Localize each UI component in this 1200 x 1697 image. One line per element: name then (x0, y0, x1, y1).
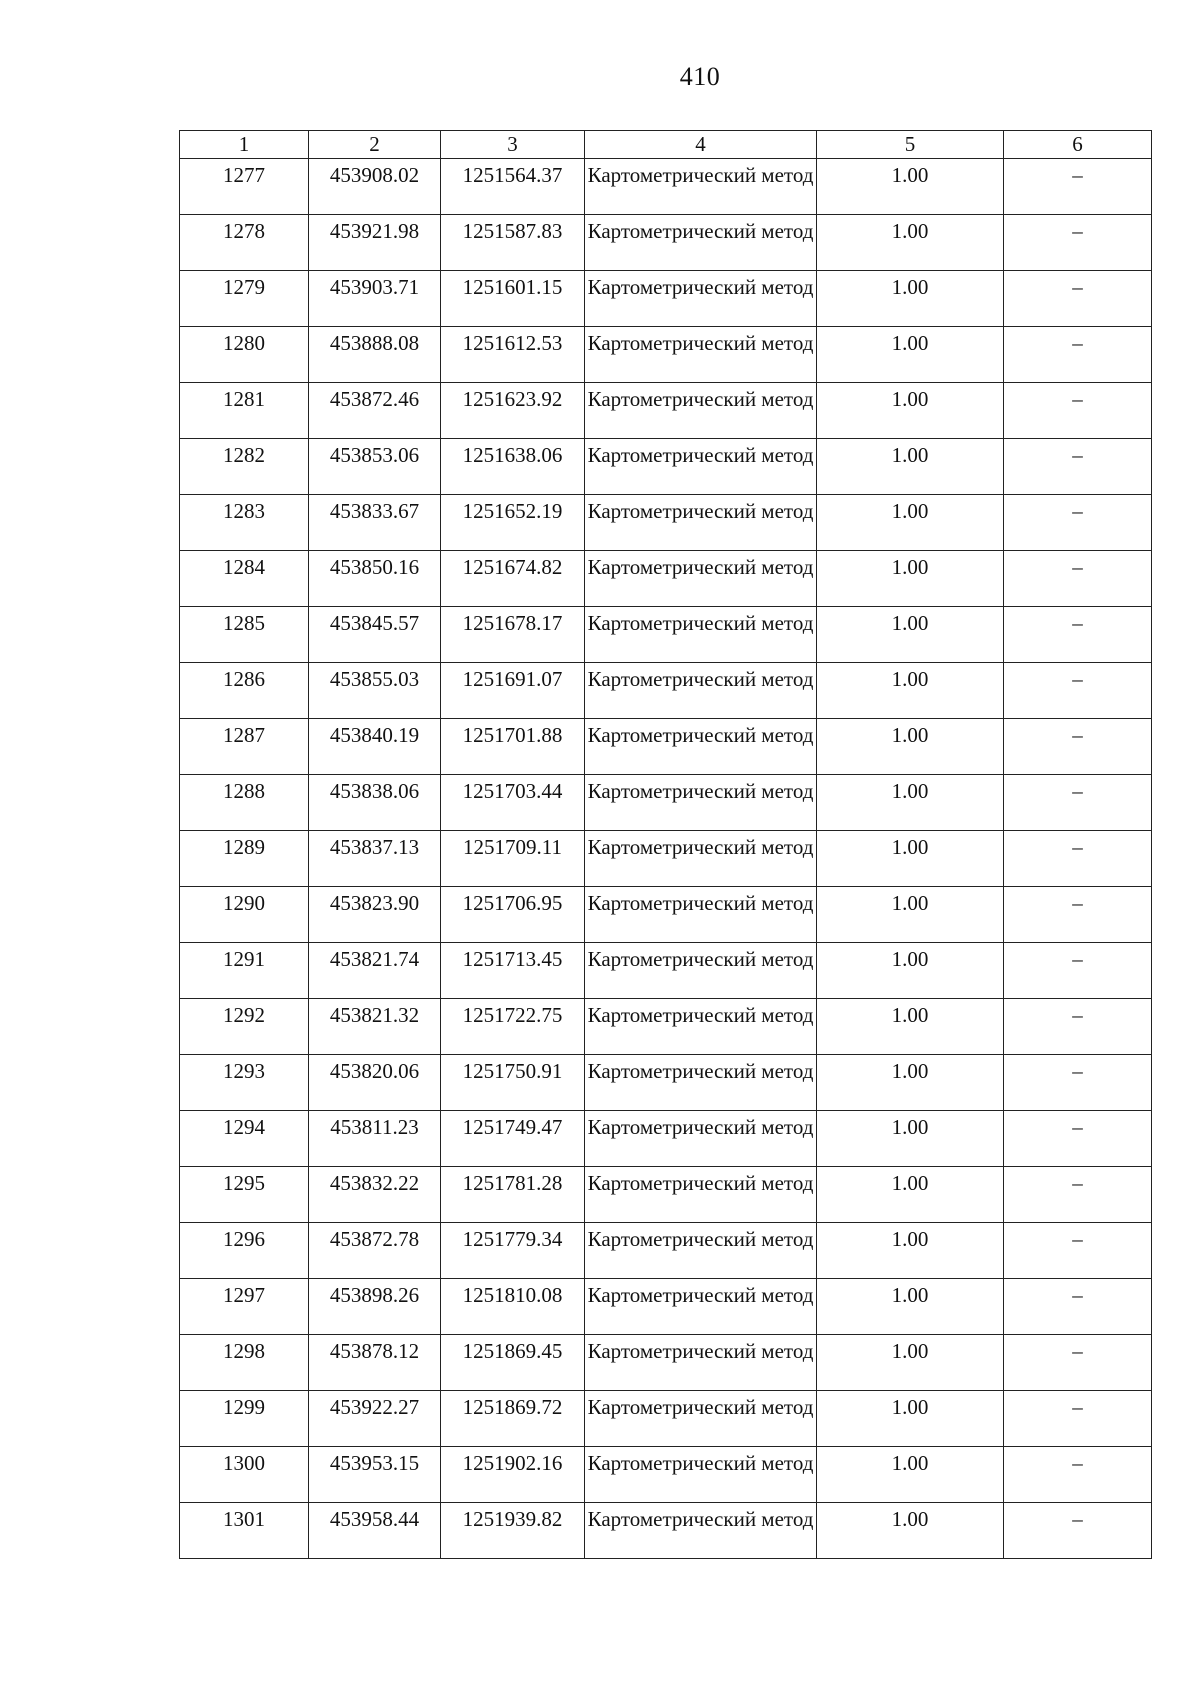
table-row (180, 1111, 1152, 1167)
note-cell: – (1004, 943, 1152, 999)
y-coordinate-cell: 1251652.19 (441, 495, 585, 551)
y-coordinate-cell: 1251810.08 (441, 1279, 585, 1335)
y-coordinate-cell: 1251612.53 (441, 327, 585, 383)
accuracy-cell: 1.00 (817, 1391, 1004, 1447)
y-coordinate-cell: 1251691.07 (441, 663, 585, 719)
method-cell: Картометрический метод (585, 439, 817, 495)
x-coordinate-cell: 453908.02 (309, 159, 441, 215)
method-cell: Картометрический метод (585, 551, 817, 607)
point-number-cell: 1283 (180, 495, 309, 551)
table-row (180, 831, 1152, 887)
table-row (180, 1167, 1152, 1223)
y-coordinate-cell: 1251623.92 (441, 383, 585, 439)
method-cell: Картометрический метод (585, 719, 817, 775)
table-row (180, 215, 1152, 271)
note-cell: – (1004, 271, 1152, 327)
x-coordinate-cell: 453811.23 (309, 1111, 441, 1167)
method-cell: Картометрический метод (585, 1335, 817, 1391)
note-cell: – (1004, 1223, 1152, 1279)
y-coordinate-cell: 1251779.34 (441, 1223, 585, 1279)
point-number-cell: 1284 (180, 551, 309, 607)
y-coordinate-cell: 1251750.91 (441, 1055, 585, 1111)
x-coordinate-cell: 453837.13 (309, 831, 441, 887)
y-coordinate-cell: 1251749.47 (441, 1111, 585, 1167)
x-coordinate-cell: 453820.06 (309, 1055, 441, 1111)
x-coordinate-cell: 453953.15 (309, 1447, 441, 1503)
table-row (180, 1503, 1152, 1559)
note-cell: – (1004, 1335, 1152, 1391)
note-cell: – (1004, 1055, 1152, 1111)
note-cell: – (1004, 383, 1152, 439)
x-coordinate-cell: 453853.06 (309, 439, 441, 495)
x-coordinate-cell: 453832.22 (309, 1167, 441, 1223)
y-coordinate-cell: 1251638.06 (441, 439, 585, 495)
note-cell: – (1004, 775, 1152, 831)
y-coordinate-cell: 1251902.16 (441, 1447, 585, 1503)
method-cell: Картометрический метод (585, 1447, 817, 1503)
x-coordinate-cell: 453903.71 (309, 271, 441, 327)
y-coordinate-cell: 1251701.88 (441, 719, 585, 775)
point-number-cell: 1282 (180, 439, 309, 495)
point-number-cell: 1299 (180, 1391, 309, 1447)
accuracy-cell: 1.00 (817, 1503, 1004, 1559)
y-coordinate-cell: 1251722.75 (441, 999, 585, 1055)
table-row (180, 1335, 1152, 1391)
method-cell: Картометрический метод (585, 775, 817, 831)
table-row (180, 551, 1152, 607)
point-number-cell: 1287 (180, 719, 309, 775)
method-cell: Картометрический метод (585, 999, 817, 1055)
table-row (180, 887, 1152, 943)
note-cell: – (1004, 831, 1152, 887)
table-row (180, 495, 1152, 551)
table-row (180, 271, 1152, 327)
column-header: 5 (817, 131, 1004, 159)
note-cell: – (1004, 663, 1152, 719)
accuracy-cell: 1.00 (817, 1167, 1004, 1223)
accuracy-cell: 1.00 (817, 1447, 1004, 1503)
accuracy-cell: 1.00 (817, 215, 1004, 271)
x-coordinate-cell: 453888.08 (309, 327, 441, 383)
y-coordinate-cell: 1251601.15 (441, 271, 585, 327)
table-row (180, 663, 1152, 719)
x-coordinate-cell: 453872.46 (309, 383, 441, 439)
note-cell: – (1004, 719, 1152, 775)
table-row (180, 775, 1152, 831)
accuracy-cell: 1.00 (817, 887, 1004, 943)
column-header: 6 (1004, 131, 1152, 159)
table-row (180, 1391, 1152, 1447)
table-row (180, 1279, 1152, 1335)
point-number-cell: 1290 (180, 887, 309, 943)
x-coordinate-cell: 453833.67 (309, 495, 441, 551)
coordinates-table (179, 130, 1152, 1559)
method-cell: Картометрический метод (585, 1055, 817, 1111)
x-coordinate-cell: 453821.32 (309, 999, 441, 1055)
x-coordinate-cell: 453921.98 (309, 215, 441, 271)
method-cell: Картометрический метод (585, 1503, 817, 1559)
accuracy-cell: 1.00 (817, 439, 1004, 495)
page-number: 410 (679, 62, 721, 91)
point-number-cell: 1280 (180, 327, 309, 383)
point-number-cell: 1288 (180, 775, 309, 831)
note-cell: – (1004, 439, 1152, 495)
point-number-cell: 1301 (180, 1503, 309, 1559)
table-row (180, 1447, 1152, 1503)
note-cell: – (1004, 159, 1152, 215)
method-cell: Картометрический метод (585, 271, 817, 327)
y-coordinate-cell: 1251564.37 (441, 159, 585, 215)
y-coordinate-cell: 1251939.82 (441, 1503, 585, 1559)
x-coordinate-cell: 453878.12 (309, 1335, 441, 1391)
method-cell: Картометрический метод (585, 831, 817, 887)
note-cell: – (1004, 999, 1152, 1055)
note-cell: – (1004, 327, 1152, 383)
accuracy-cell: 1.00 (817, 943, 1004, 999)
point-number-cell: 1293 (180, 1055, 309, 1111)
table-row (180, 327, 1152, 383)
accuracy-cell: 1.00 (817, 1279, 1004, 1335)
point-number-cell: 1295 (180, 1167, 309, 1223)
method-cell: Картометрический метод (585, 1167, 817, 1223)
table-row (180, 719, 1152, 775)
note-cell: – (1004, 1167, 1152, 1223)
accuracy-cell: 1.00 (817, 383, 1004, 439)
point-number-cell: 1296 (180, 1223, 309, 1279)
table-row (180, 159, 1152, 215)
method-cell: Картометрический метод (585, 1279, 817, 1335)
note-cell: – (1004, 887, 1152, 943)
y-coordinate-cell: 1251781.28 (441, 1167, 585, 1223)
column-header: 2 (309, 131, 441, 159)
header-row (180, 131, 1152, 159)
accuracy-cell: 1.00 (817, 495, 1004, 551)
point-number-cell: 1278 (180, 215, 309, 271)
y-coordinate-cell: 1251869.72 (441, 1391, 585, 1447)
y-coordinate-cell: 1251587.83 (441, 215, 585, 271)
note-cell: – (1004, 215, 1152, 271)
accuracy-cell: 1.00 (817, 999, 1004, 1055)
accuracy-cell: 1.00 (817, 327, 1004, 383)
y-coordinate-cell: 1251703.44 (441, 775, 585, 831)
accuracy-cell: 1.00 (817, 831, 1004, 887)
accuracy-cell: 1.00 (817, 271, 1004, 327)
x-coordinate-cell: 453872.78 (309, 1223, 441, 1279)
method-cell: Картометрический метод (585, 159, 817, 215)
method-cell: Картометрический метод (585, 1111, 817, 1167)
x-coordinate-cell: 453850.16 (309, 551, 441, 607)
method-cell: Картометрический метод (585, 495, 817, 551)
table-row (180, 1055, 1152, 1111)
method-cell: Картометрический метод (585, 215, 817, 271)
point-number-cell: 1291 (180, 943, 309, 999)
method-cell: Картометрический метод (585, 327, 817, 383)
method-cell: Картометрический метод (585, 1391, 817, 1447)
accuracy-cell: 1.00 (817, 1055, 1004, 1111)
method-cell: Картометрический метод (585, 663, 817, 719)
column-header: 1 (180, 131, 309, 159)
y-coordinate-cell: 1251678.17 (441, 607, 585, 663)
method-cell: Картометрический метод (585, 607, 817, 663)
accuracy-cell: 1.00 (817, 607, 1004, 663)
accuracy-cell: 1.00 (817, 1223, 1004, 1279)
accuracy-cell: 1.00 (817, 719, 1004, 775)
accuracy-cell: 1.00 (817, 159, 1004, 215)
y-coordinate-cell: 1251869.45 (441, 1335, 585, 1391)
point-number-cell: 1297 (180, 1279, 309, 1335)
note-cell: – (1004, 607, 1152, 663)
x-coordinate-cell: 453922.27 (309, 1391, 441, 1447)
y-coordinate-cell: 1251713.45 (441, 943, 585, 999)
accuracy-cell: 1.00 (817, 663, 1004, 719)
note-cell: – (1004, 1111, 1152, 1167)
note-cell: – (1004, 495, 1152, 551)
note-cell: – (1004, 551, 1152, 607)
accuracy-cell: 1.00 (817, 551, 1004, 607)
point-number-cell: 1285 (180, 607, 309, 663)
method-cell: Картометрический метод (585, 887, 817, 943)
method-cell: Картометрический метод (585, 1223, 817, 1279)
point-number-cell: 1298 (180, 1335, 309, 1391)
y-coordinate-cell: 1251709.11 (441, 831, 585, 887)
x-coordinate-cell: 453823.90 (309, 887, 441, 943)
column-header: 4 (585, 131, 817, 159)
table-row (180, 999, 1152, 1055)
note-cell: – (1004, 1503, 1152, 1559)
y-coordinate-cell: 1251674.82 (441, 551, 585, 607)
table-row (180, 943, 1152, 999)
point-number-cell: 1281 (180, 383, 309, 439)
table-row (180, 1223, 1152, 1279)
point-number-cell: 1294 (180, 1111, 309, 1167)
table-row (180, 383, 1152, 439)
point-number-cell: 1279 (180, 271, 309, 327)
column-header: 3 (441, 131, 585, 159)
x-coordinate-cell: 453821.74 (309, 943, 441, 999)
method-cell: Картометрический метод (585, 943, 817, 999)
note-cell: – (1004, 1447, 1152, 1503)
point-number-cell: 1277 (180, 159, 309, 215)
method-cell: Картометрический метод (585, 383, 817, 439)
point-number-cell: 1292 (180, 999, 309, 1055)
x-coordinate-cell: 453838.06 (309, 775, 441, 831)
accuracy-cell: 1.00 (817, 775, 1004, 831)
y-coordinate-cell: 1251706.95 (441, 887, 585, 943)
x-coordinate-cell: 453958.44 (309, 1503, 441, 1559)
note-cell: – (1004, 1279, 1152, 1335)
x-coordinate-cell: 453845.57 (309, 607, 441, 663)
x-coordinate-cell: 453840.19 (309, 719, 441, 775)
table-row (180, 607, 1152, 663)
table-row (180, 439, 1152, 495)
point-number-cell: 1300 (180, 1447, 309, 1503)
point-number-cell: 1286 (180, 663, 309, 719)
note-cell: – (1004, 1391, 1152, 1447)
point-number-cell: 1289 (180, 831, 309, 887)
x-coordinate-cell: 453855.03 (309, 663, 441, 719)
x-coordinate-cell: 453898.26 (309, 1279, 441, 1335)
accuracy-cell: 1.00 (817, 1111, 1004, 1167)
accuracy-cell: 1.00 (817, 1335, 1004, 1391)
